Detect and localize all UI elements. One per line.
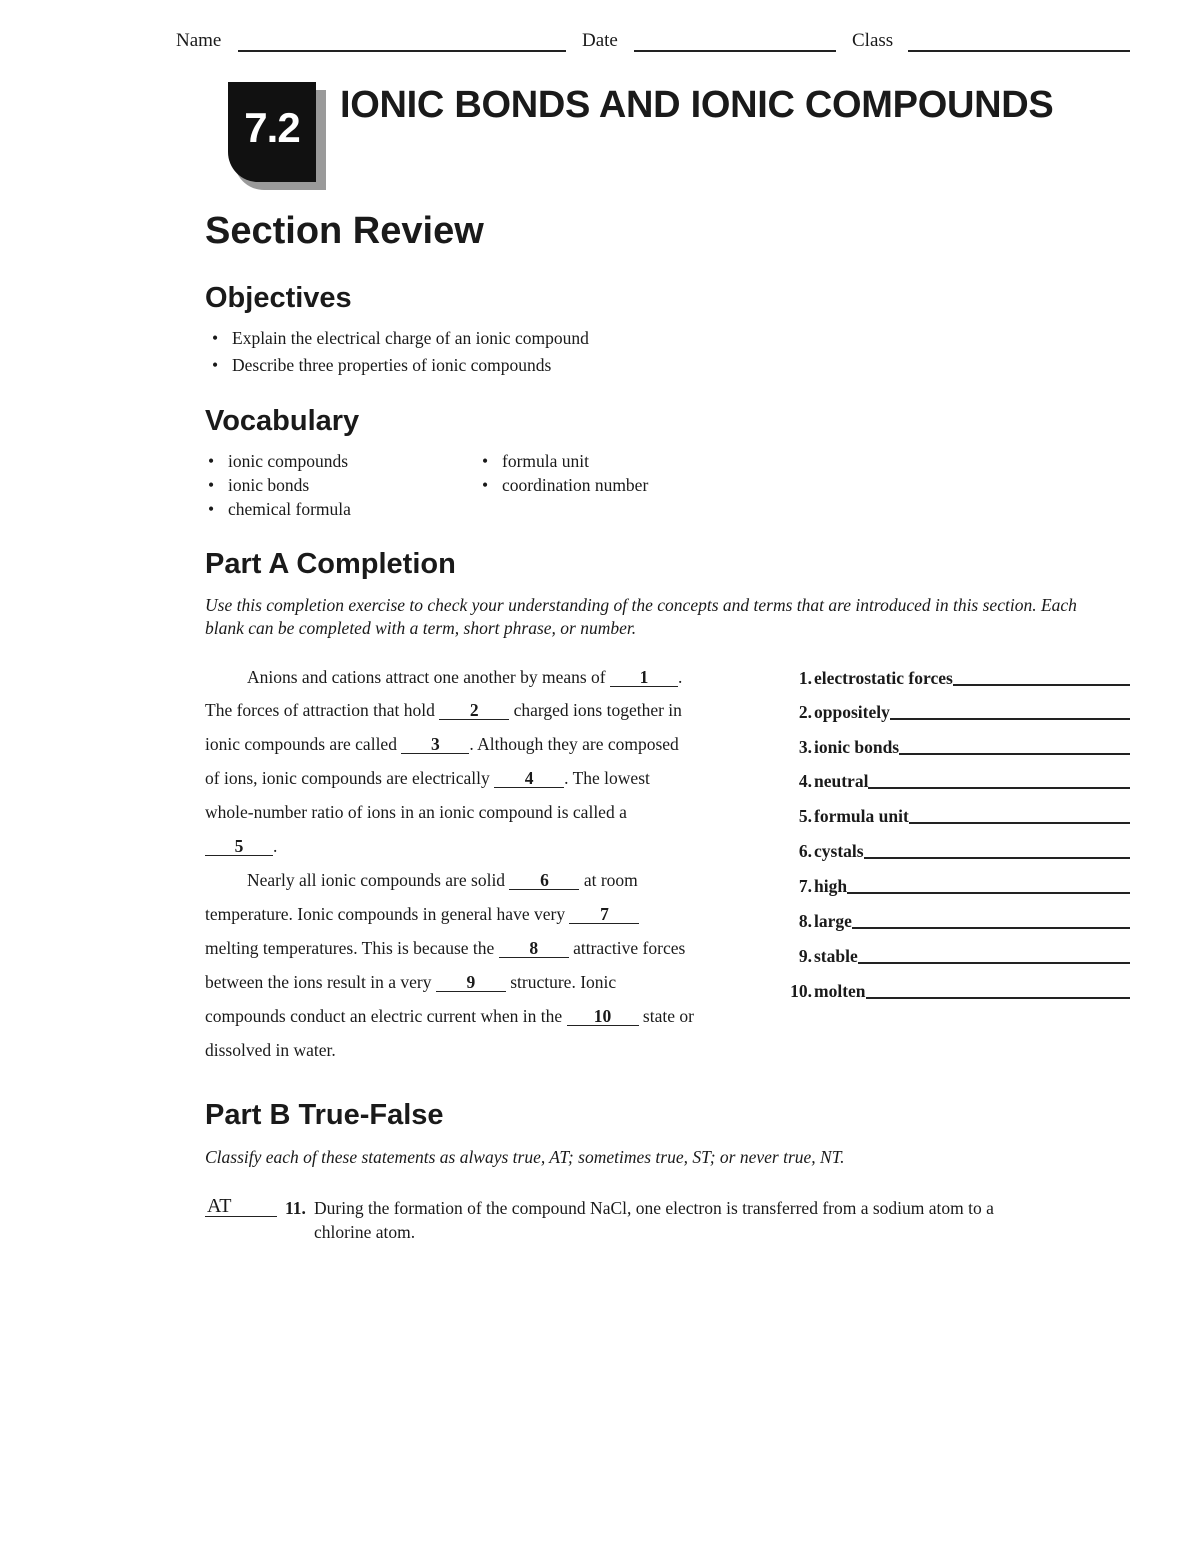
blank-2[interactable]: 2: [439, 701, 509, 720]
vocab-item: • coordination number: [502, 475, 648, 496]
vocab-item: • ionic bonds: [228, 475, 309, 496]
chapter-title: IONIC BONDS AND IONIC COMPOUNDS: [340, 84, 1054, 126]
date-field[interactable]: [634, 50, 836, 52]
q11-answer[interactable]: AT: [205, 1196, 277, 1217]
vocab-item: • formula unit: [502, 451, 589, 472]
vocab-item: • ionic compounds: [228, 451, 348, 472]
class-label: Class: [852, 30, 894, 51]
answer-text: large: [814, 911, 852, 931]
section-title: Section Review: [205, 210, 484, 252]
answer-row[interactable]: 1. electrostatic forces: [780, 667, 1130, 689]
q11-text-cont: chlorine atom.: [314, 1222, 416, 1242]
class-field[interactable]: [908, 50, 1130, 52]
name-field[interactable]: [238, 50, 566, 52]
answer-row[interactable]: 7. high: [780, 875, 1130, 897]
blank-8[interactable]: 8: [499, 939, 569, 958]
paragraph-line: whole-number ratio of ions in an ionic compound is called a: [205, 802, 627, 822]
answer-text: high: [814, 876, 848, 896]
answer-text: molten: [814, 981, 866, 1001]
answer-row[interactable]: 2. oppositely: [780, 701, 1130, 723]
paragraph-line: temperature. Ionic compounds in general have very 7: [205, 904, 639, 925]
objectives-heading: Objectives: [205, 282, 352, 314]
vocab-item: • chemical formula: [228, 499, 351, 520]
blank-6[interactable]: 6: [509, 871, 579, 890]
blank-5[interactable]: 5: [205, 837, 273, 856]
answer-row[interactable]: 5. formula unit: [780, 805, 1130, 827]
paragraph-line: ionic compounds are called 3 . Although they are composed: [205, 734, 679, 754]
q11-number: 11.: [285, 1198, 306, 1218]
blank-10[interactable]: 10: [567, 1007, 639, 1026]
answer-text: ionic bonds: [814, 737, 900, 757]
paragraph-line: 5 .: [205, 836, 277, 857]
paragraph-line: The forces of attraction that hold 2 charged ions together in: [205, 700, 682, 720]
blank-9[interactable]: 9: [436, 973, 506, 992]
part-a-instructions: Use this completion exercise to check your understanding of the concepts and terms that are introduced in this section. Each blank can be completed with a term, short phrase, or number.: [205, 595, 1077, 638]
paragraph-line: Nearly all ionic compounds are solid 6 at room: [247, 870, 638, 890]
answer-row[interactable]: 9. stable: [780, 945, 1130, 967]
answer-text: formula unit: [814, 806, 909, 826]
blank-4[interactable]: 4: [494, 769, 564, 788]
answer-row[interactable]: 3. ionic bonds: [780, 736, 1130, 758]
answer-text: neutral: [814, 771, 869, 791]
objective-item: • Explain the electrical charge of an ionic compound: [232, 328, 589, 349]
answer-row[interactable]: 10. molten: [780, 980, 1130, 1002]
answer-text: cystals: [814, 841, 864, 861]
part-b-instructions: Classify each of these statements as always true, AT; sometimes true, ST; or never true, NT.: [205, 1147, 845, 1167]
paragraph-line: of ions, ionic compounds are electrically 4 . The lowest: [205, 768, 650, 788]
answer-row[interactable]: 4. neutral: [780, 770, 1130, 792]
blank-1[interactable]: 1: [610, 668, 678, 687]
name-label: Name: [176, 30, 222, 51]
blank-7[interactable]: 7: [569, 905, 639, 924]
q11-text: During the formation of the compound NaCl, one electron is transferred from a sodium atom to a: [314, 1198, 994, 1218]
answer-text: oppositely: [814, 702, 890, 722]
paragraph-line: Anions and cations attract one another by means of 1 .: [247, 667, 683, 687]
part-a-heading: Part A Completion: [205, 548, 456, 580]
answer-row[interactable]: 8. large: [780, 910, 1130, 932]
vocabulary-heading: Vocabulary: [205, 405, 360, 437]
date-label: Date: [582, 30, 618, 51]
paragraph-line: melting temperatures. This is because the 8 attractive forces: [205, 938, 686, 958]
answer-text: stable: [814, 946, 858, 966]
part-b-heading: Part B True-False: [205, 1099, 444, 1131]
objective-item: • Describe three properties of ionic compounds: [232, 355, 551, 376]
answer-text: electrostatic forces: [814, 668, 953, 688]
paragraph-line: compounds conduct an electric current when in the 10 state or: [205, 1006, 694, 1026]
paragraph-line: dissolved in water.: [205, 1040, 336, 1060]
paragraph-line: between the ions result in a very 9 structure. Ionic: [205, 972, 617, 992]
section-number: 7.2: [244, 104, 300, 151]
answer-row[interactable]: 6. cystals: [780, 840, 1130, 862]
blank-3[interactable]: 3: [401, 735, 469, 754]
